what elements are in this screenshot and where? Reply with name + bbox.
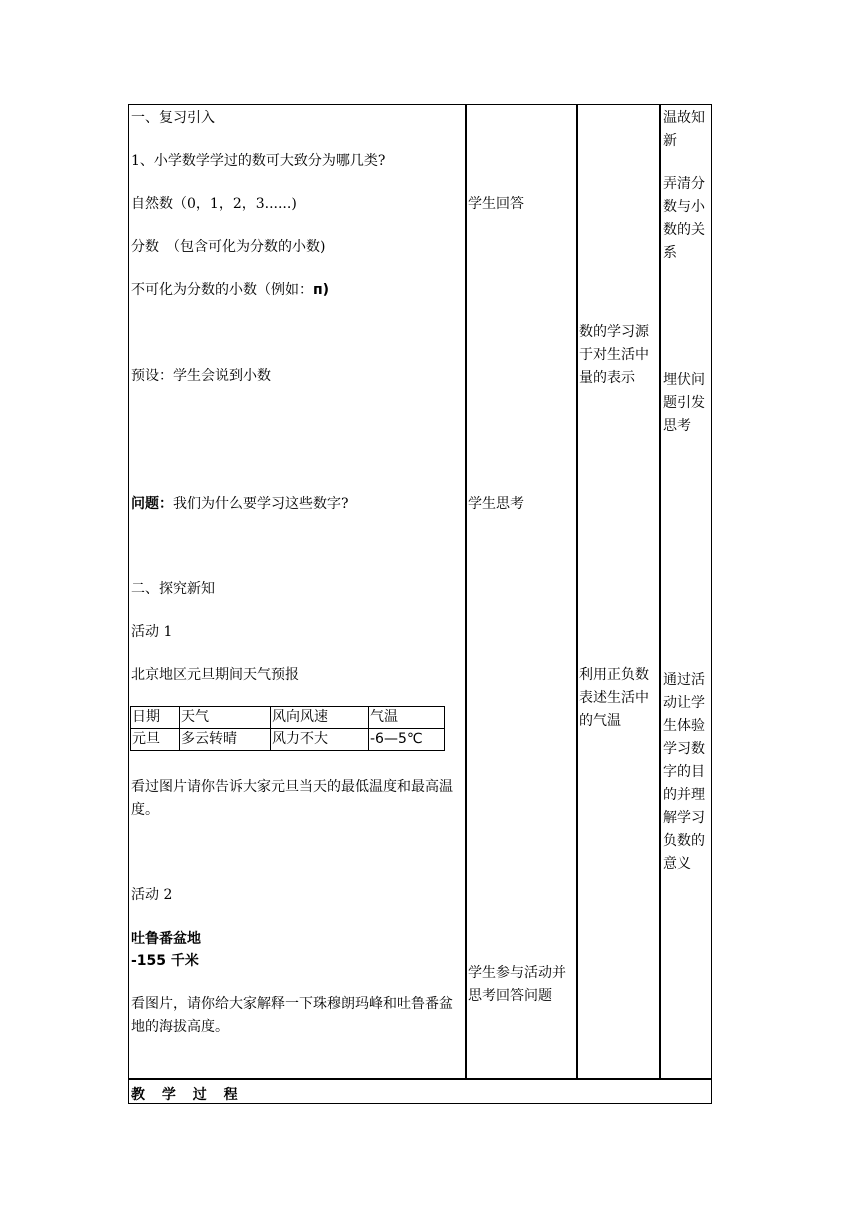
column-divider-3	[659, 104, 661, 1080]
question-text: 我们为什么要学习这些数字?	[173, 496, 349, 512]
student-participate: 学生参与活动并思考回答问题	[468, 965, 566, 1004]
student-think: 学生思考	[468, 496, 524, 512]
header-cell: 天气	[180, 707, 271, 729]
section2-title: 二、探究新知	[131, 581, 215, 597]
non-fractions-prefix: 不可化为分数的小数（例如：	[131, 282, 313, 298]
student-answer: 学生回答	[468, 196, 524, 212]
question1: 1、小学数学学过的数可大致分为哪几类?	[131, 153, 386, 169]
header-cell: 风向风速	[271, 707, 369, 729]
basin-value: -155 千米	[131, 953, 199, 969]
column-divider-2	[576, 104, 578, 1080]
intent-foreshadow: 埋伏问题引发思考	[663, 372, 705, 434]
teaching-process-label: 教 学 过 程	[131, 1087, 244, 1103]
forecast-title: 北京地区元旦期间天气预报	[131, 667, 299, 683]
header-cell: 气温	[369, 707, 445, 729]
preset-text: 预设：学生会说到小数	[131, 368, 271, 384]
table-cell: 多云转晴	[180, 729, 271, 751]
column-divider-1	[465, 104, 467, 1080]
pi-symbol: п)	[313, 282, 330, 298]
header-cell: 日期	[131, 707, 180, 729]
weather-table	[130, 706, 445, 751]
activity1-prompt: 看过图片请你告诉大家元旦当天的最低温度和最高温度。	[131, 779, 453, 818]
fractions: 分数 （包含可化为分数的小数)	[131, 239, 326, 255]
activity2-prompt: 看图片，请你给大家解释一下珠穆朗玛峰和吐鲁番盆地的海拔高度。	[131, 996, 453, 1035]
table-cell: -6—5℃	[369, 729, 445, 751]
section1-title: 一、复习引入	[131, 110, 215, 126]
table-cell: 元旦	[131, 729, 180, 751]
activity2-label: 活动 2	[131, 887, 173, 903]
intent-review: 温故知新	[663, 110, 705, 149]
table-row	[131, 729, 445, 751]
activity1-label: 活动 1	[131, 624, 173, 640]
table-cell: 风力不大	[271, 729, 369, 751]
intent-experience: 通过活动让学生体验学习数字的目的并理解学习负数的意义	[663, 672, 705, 872]
basin-name: 吐鲁番盆地	[131, 931, 201, 947]
question-label: 问题：	[131, 496, 173, 512]
table-header-row	[131, 707, 445, 729]
note-origin: 数的学习源于对生活中量的表示	[579, 324, 649, 386]
non-fractions-line	[131, 279, 329, 301]
question-line	[131, 493, 349, 515]
intent-distinguish: 弄清分数与小数的关系	[663, 176, 705, 261]
row-divider	[128, 1078, 712, 1080]
natural-numbers: 自然数（0，1，2，3......)	[131, 196, 297, 212]
note-temperature: 利用正负数表述生活中的气温	[579, 667, 649, 729]
